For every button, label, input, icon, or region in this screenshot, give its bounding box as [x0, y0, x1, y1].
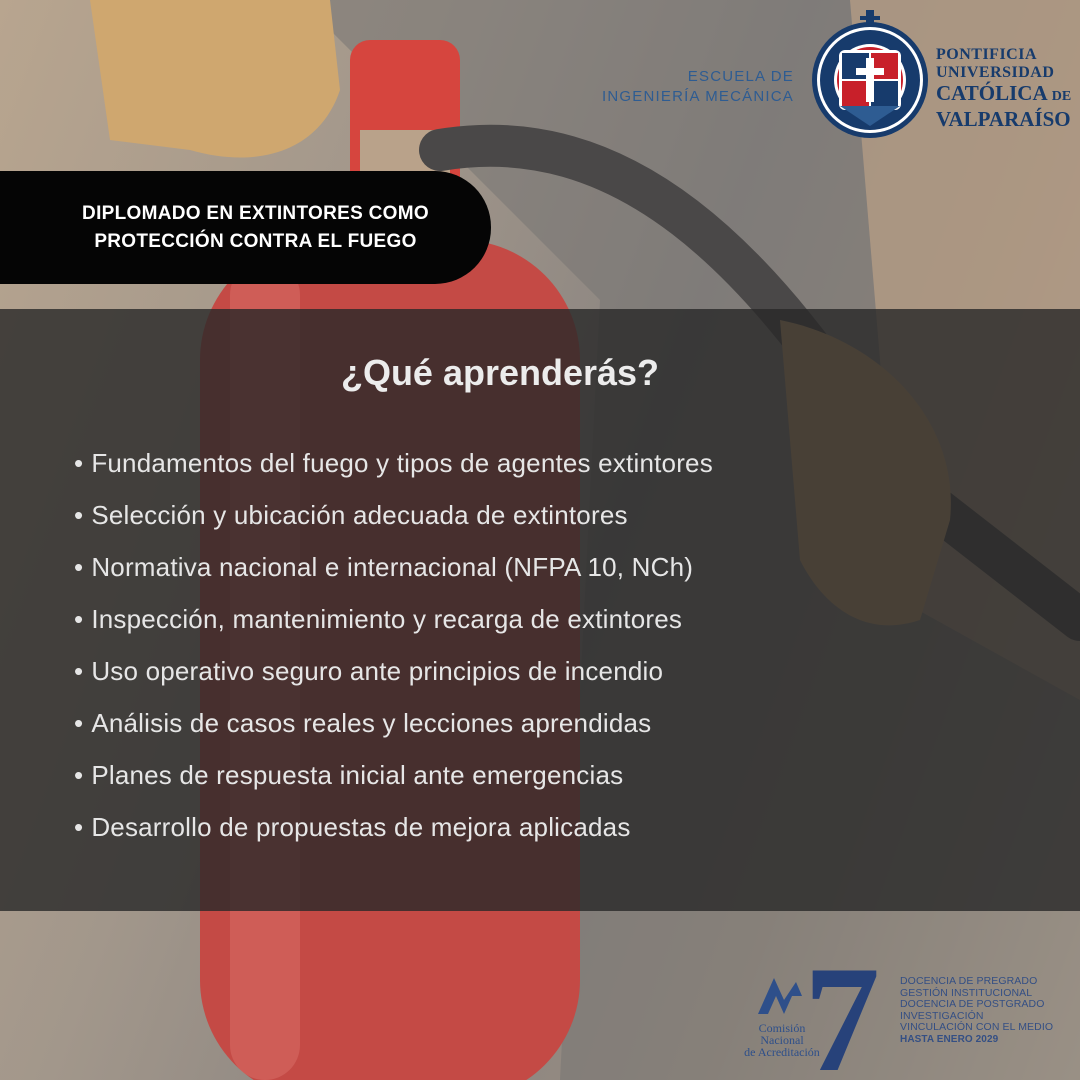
cna-line-2: Nacional	[760, 1033, 804, 1047]
cna-line-3: de Acreditación	[744, 1045, 820, 1059]
university-line-2: UNIVERSIDAD	[936, 64, 1055, 81]
area-item: DOCENCIA DE POSTGRADO	[900, 998, 1045, 1010]
list-item-text: Análisis de casos reales y lecciones aprendidas	[91, 708, 652, 738]
list-item	[74, 804, 713, 856]
university-line-1: PONTIFICIA	[936, 46, 1038, 63]
university-line-4: VALPARAÍSO	[936, 107, 1071, 131]
bullet-icon: •	[74, 448, 84, 478]
bullet-icon: •	[74, 604, 84, 634]
list-item	[74, 492, 713, 544]
cna-line-1: Comisión	[758, 1021, 806, 1035]
bullet-icon: •	[74, 656, 84, 686]
school-line-1: ESCUELA DE	[687, 68, 794, 85]
list-item-text: Inspección, mantenimiento y recarga de extintores	[91, 604, 683, 634]
list-item	[74, 544, 713, 596]
accreditation-years: 7	[804, 938, 880, 1080]
list-item	[74, 648, 713, 700]
area-item: VINCULACIÓN CON EL MEDIO	[900, 1021, 1054, 1033]
list-item-text: Selección y ubicación adecuada de extintores	[91, 500, 628, 530]
program-title-banner	[0, 171, 491, 284]
learning-list	[74, 440, 713, 856]
list-item	[74, 700, 713, 752]
cna-name	[734, 1022, 830, 1058]
list-item-text: Planes de respuesta inicial ante emergencias	[91, 760, 624, 790]
program-title: DIPLOMADO EN EXTINTORES COMO PROTECCIÓN CONTRA EL FUEGO	[82, 202, 429, 252]
list-item	[74, 752, 713, 804]
university-line-3	[936, 82, 1071, 108]
area-item: DOCENCIA DE PREGRADO	[900, 975, 1038, 987]
list-item	[74, 440, 713, 492]
bullet-icon: •	[74, 760, 84, 790]
bullet-icon: •	[74, 708, 84, 738]
bullet-icon: •	[74, 812, 84, 842]
list-item-text: Normativa nacional e internacional (NFPA 10, NCh)	[91, 552, 694, 582]
list-item-text: Uso operativo seguro ante principios de incendio	[91, 656, 664, 686]
bullet-icon: •	[74, 552, 84, 582]
bullet-icon: •	[74, 500, 84, 530]
learning-heading: ¿Qué aprenderás?	[340, 352, 660, 393]
university-name	[936, 46, 1071, 130]
list-item	[74, 596, 713, 648]
list-item-text: Desarrollo de propuestas de mejora aplicadas	[91, 812, 631, 842]
accreditation-until: HASTA ENERO 2029	[900, 1033, 999, 1045]
school-line-2: INGENIERÍA MECÁNICA	[602, 88, 794, 105]
university-line-3-main: CATÓLICA	[936, 81, 1047, 105]
area-item: INVESTIGACIÓN	[900, 1009, 984, 1022]
cna-logo-icon	[758, 978, 802, 1014]
list-item-text: Fundamentos del fuego y tipos de agentes extintores	[91, 448, 713, 478]
university-seal-icon	[806, 8, 934, 140]
school-name	[602, 67, 794, 107]
accreditation-areas	[900, 976, 1053, 1045]
area-item: GESTIÓN INSTITUCIONAL	[900, 986, 1033, 999]
university-line-3-suffix: DE	[1051, 89, 1072, 104]
